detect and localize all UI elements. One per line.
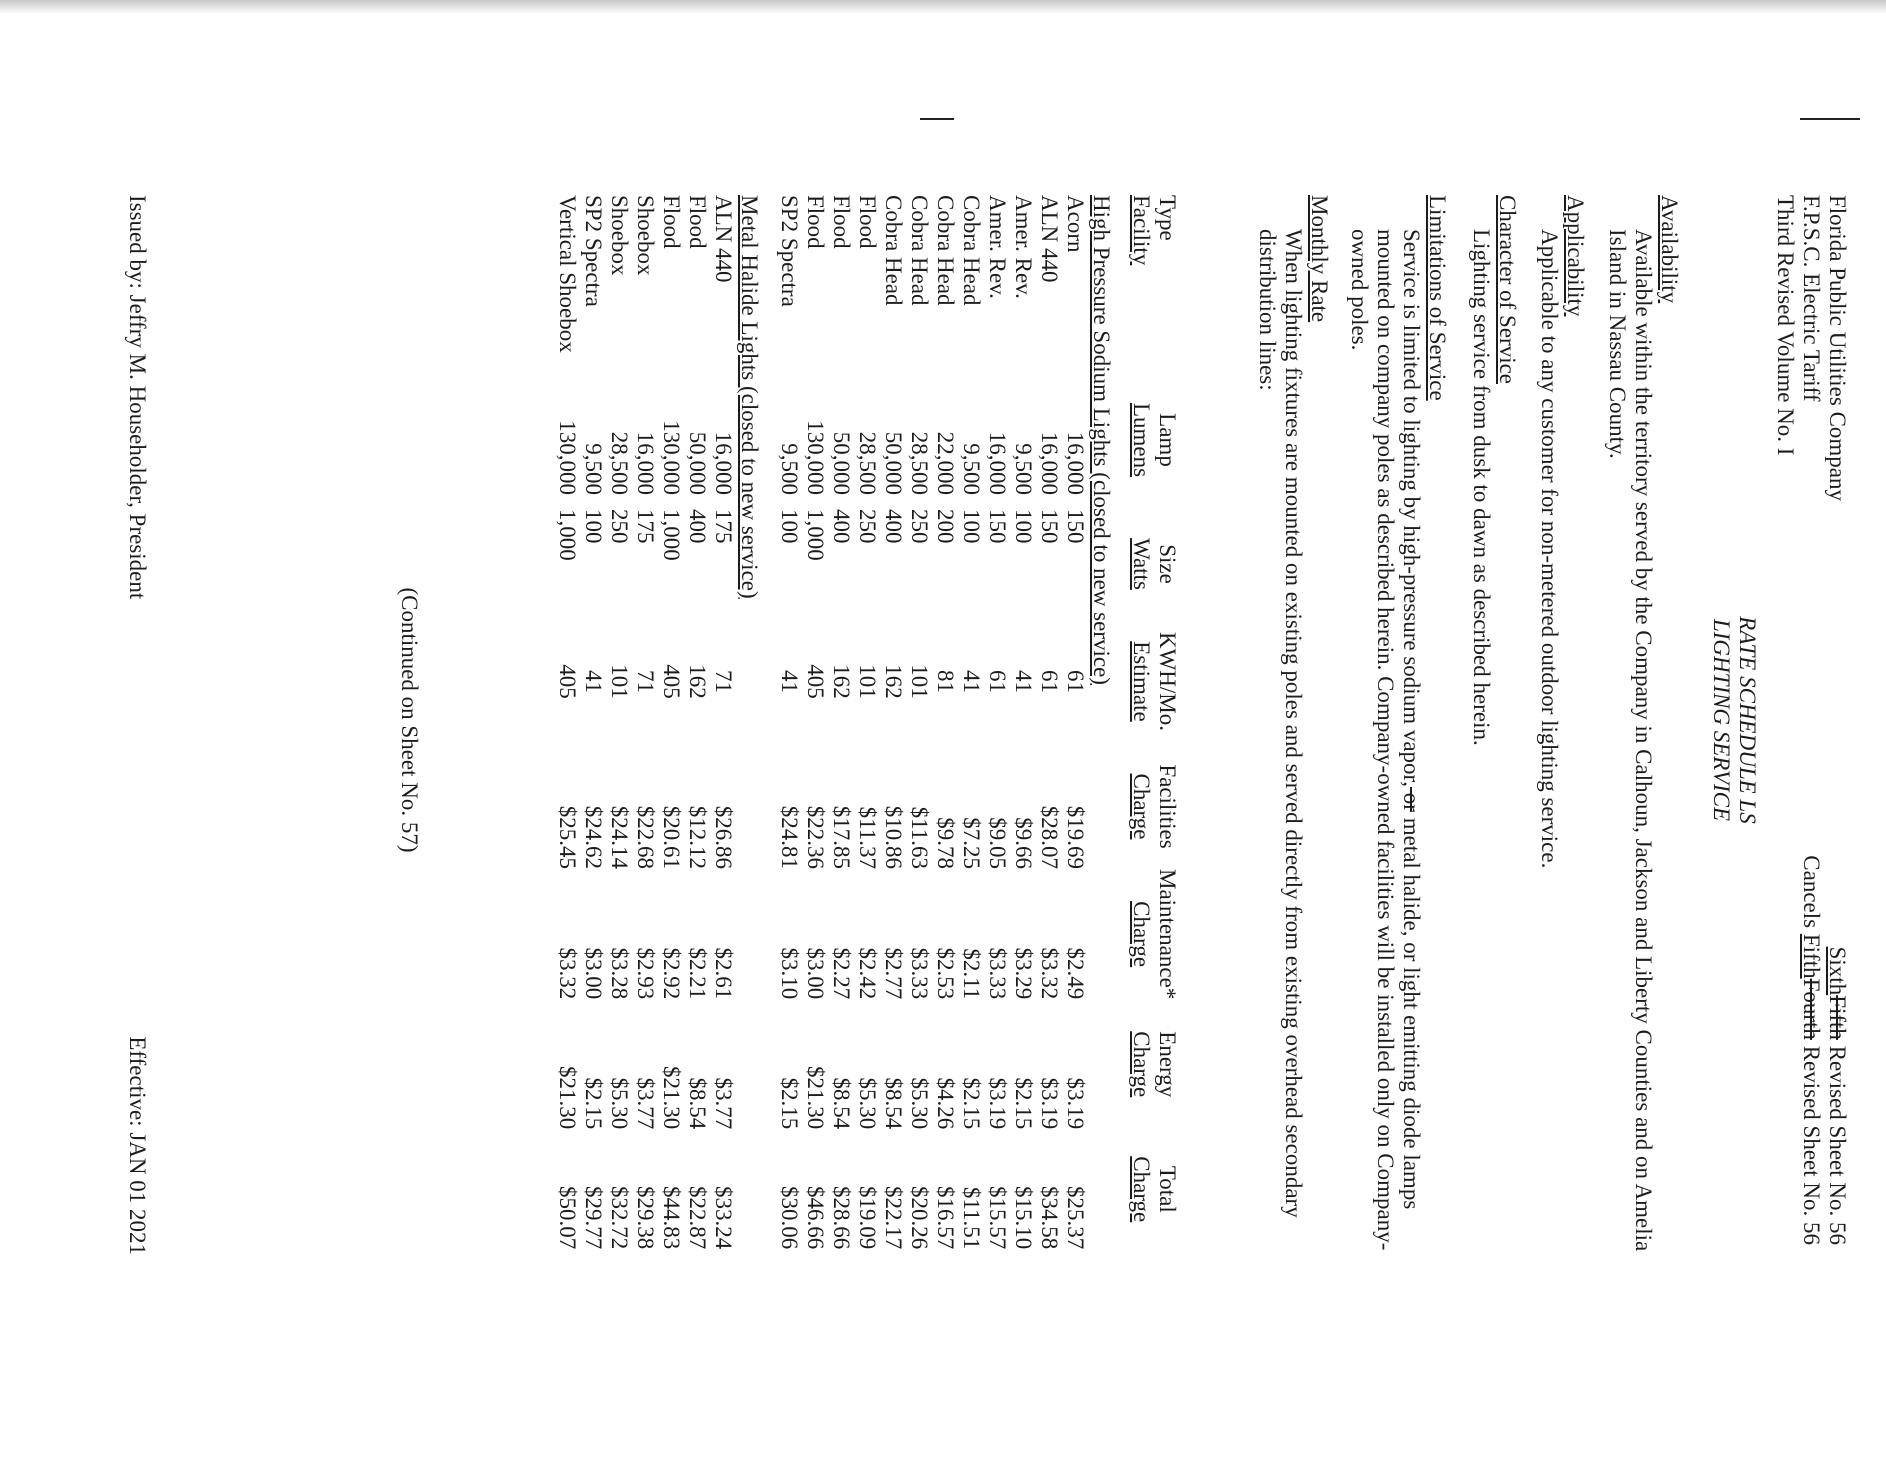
- table-row: [684, 195, 710, 1249]
- empty-cell: [1088, 869, 1128, 999]
- table-cell: $11.37: [855, 806, 880, 869]
- table-cell: $2.53: [933, 947, 958, 1000]
- limitations-text-b: metal halide, or light emitting diode lamps mounted on company poles as described herein. Company-owned facilities will be installed only on Company-owned poles.: [1347, 229, 1424, 1251]
- table-cell: $2.61: [711, 947, 736, 1000]
- table-cell: 1,000: [555, 509, 580, 561]
- table-cell: 41: [777, 670, 802, 693]
- table-cell: 175: [633, 509, 658, 544]
- table-row: [932, 195, 958, 1249]
- col-header: Type: [1155, 195, 1180, 241]
- table-cell: 1,000: [803, 509, 828, 561]
- table-row: [776, 195, 802, 1249]
- empty-cell: [736, 999, 776, 1129]
- table-cell: $3.19: [985, 1077, 1010, 1130]
- table-cell: Acorn: [1063, 195, 1088, 253]
- empty-cell: [736, 1129, 776, 1249]
- table-cell: 250: [607, 509, 632, 544]
- table-cell: $3.32: [1037, 947, 1062, 1000]
- table-cell: $3.33: [907, 947, 932, 1000]
- table-cell: SP2 Spectra: [581, 195, 606, 307]
- table-cell: 100: [777, 509, 802, 544]
- table-cell: $20.26: [907, 1186, 932, 1250]
- table-row: [802, 195, 828, 1249]
- table-cell: $29.38: [633, 1186, 658, 1250]
- title-line1: RATE SCHEDULE LS: [1735, 616, 1760, 824]
- table-cell: 22,000: [933, 431, 958, 495]
- table-cell: $3.32: [555, 947, 580, 1000]
- table-cell: $3.33: [985, 947, 1010, 1000]
- table-cell: $2.77: [881, 947, 906, 1000]
- table-cell: $4.26: [933, 1077, 958, 1130]
- table-cell: $9.78: [933, 817, 958, 869]
- table-cell: $20.61: [659, 805, 684, 869]
- table-cell: $11.51: [959, 1186, 984, 1250]
- availability-heading: Availability: [1657, 195, 1682, 304]
- table-cell: 150: [1037, 509, 1062, 544]
- table-cell: Cobra Head: [933, 195, 958, 306]
- table-cell: $30.06: [777, 1186, 802, 1250]
- table-cell: $9.66: [1011, 817, 1036, 869]
- tariff-sheet: [110, 195, 1850, 1375]
- company-name: Florida Public Utilities Company: [1825, 195, 1850, 502]
- tariff-name: F.P.S.C. Electric Tariff: [1799, 195, 1824, 402]
- character-heading: Character of Service: [1495, 195, 1520, 385]
- table-cell: 101: [855, 664, 880, 699]
- table-cell: $22.87: [685, 1186, 710, 1250]
- col-header: Lumens: [1129, 402, 1154, 478]
- table-cell: $28.66: [829, 1186, 854, 1250]
- sheet-struck: Fifth: [1825, 995, 1850, 1040]
- table-cell: 130,000: [555, 420, 580, 495]
- effective-date: Effective: JAN 01 2021: [125, 1036, 150, 1255]
- header-left: [1772, 195, 1850, 501]
- cancels-sheet: [1798, 855, 1824, 1245]
- header-right: [1798, 855, 1850, 1245]
- column-header-row-2: [1128, 195, 1154, 1249]
- table-cell: $3.10: [777, 947, 802, 1000]
- table-cell: 61: [1063, 670, 1088, 693]
- table-cell: Shoebox: [607, 195, 632, 276]
- empty-cell: [736, 869, 776, 999]
- table-cell: $33.24: [711, 1186, 736, 1250]
- table-cell: $5.30: [907, 1077, 932, 1130]
- table-row: [632, 195, 658, 1249]
- table-cell: $2.92: [659, 947, 684, 1000]
- table-cell: 50,000: [829, 431, 854, 495]
- table-cell: Flood: [659, 195, 684, 249]
- table-cell: $24.62: [581, 805, 606, 869]
- col-header: Lamp: [1155, 413, 1180, 467]
- monthly-rate-section: [1254, 195, 1332, 1275]
- applicability-text: Applicable to any customer for non-metered outdoor lighting service.: [1537, 229, 1562, 869]
- table-cell: 130,000: [803, 420, 828, 495]
- cancels-suffix: Revised Sheet No. 56: [1799, 1039, 1824, 1245]
- table-cell: 162: [685, 664, 710, 699]
- table-cell: $3.77: [711, 1077, 736, 1130]
- table-cell: 50,000: [685, 431, 710, 495]
- table-cell: 200: [933, 509, 958, 544]
- table-cell: 150: [985, 509, 1010, 544]
- table-cell: $3.00: [803, 947, 828, 1000]
- table-cell: Flood: [829, 195, 854, 249]
- col-header: Energy: [1155, 1031, 1180, 1098]
- table-cell: $25.45: [555, 805, 580, 869]
- table-cell: 400: [829, 509, 854, 544]
- table-cell: $2.49: [1063, 947, 1088, 1000]
- group-heading-row: [736, 195, 776, 1249]
- table-cell: $25.37: [1063, 1186, 1088, 1250]
- table-cell: 175: [711, 509, 736, 544]
- table-row: [580, 195, 606, 1249]
- table-cell: $2.15: [1011, 1077, 1036, 1130]
- table-cell: $2.42: [855, 947, 880, 1000]
- table-cell: $2.15: [777, 1077, 802, 1130]
- table-row: [880, 195, 906, 1249]
- table-row: [1036, 195, 1062, 1249]
- table-cell: 405: [659, 664, 684, 699]
- table-row: [1010, 195, 1036, 1249]
- table-cell: Vertical Shoebox: [555, 195, 580, 353]
- table-cell: $2.27: [829, 947, 854, 1000]
- table-cell: $16.57: [933, 1186, 958, 1250]
- limitations-struck: or: [1399, 787, 1424, 812]
- table-cell: Flood: [855, 195, 880, 249]
- table-cell: $8.54: [829, 1077, 854, 1130]
- table-cell: $50.07: [555, 1186, 580, 1250]
- table-cell: $17.85: [829, 805, 854, 869]
- table-cell: 9,500: [777, 443, 802, 495]
- column-header-row-1: [1154, 195, 1180, 1249]
- table-cell: $15.57: [985, 1186, 1010, 1250]
- cancels-new: Fifth: [1799, 933, 1824, 979]
- table-cell: 9,500: [959, 443, 984, 495]
- table-row: [828, 195, 854, 1249]
- table-cell: $3.77: [633, 1077, 658, 1130]
- table-cell: 16,000: [985, 431, 1010, 495]
- table-cell: $3.28: [607, 947, 632, 1000]
- character-section: [1468, 195, 1520, 1275]
- margin-mark: [1800, 118, 1860, 120]
- table-cell: 250: [855, 509, 880, 544]
- table-row: [658, 195, 684, 1249]
- table-cell: 41: [1011, 670, 1036, 693]
- col-header: Maintenance*: [1155, 869, 1180, 1000]
- table-cell: 81: [933, 670, 958, 693]
- table-cell: Shoebox: [633, 195, 658, 276]
- table-cell: ALN 440: [1037, 195, 1062, 283]
- table-cell: $12.12: [685, 805, 710, 869]
- table-row: [710, 195, 736, 1249]
- table-cell: $5.30: [607, 1077, 632, 1130]
- cancels-struck: Fourth: [1799, 978, 1824, 1040]
- col-header: Charge: [1129, 1156, 1154, 1223]
- table-cell: $10.86: [881, 805, 906, 869]
- table-cell: Cobra Head: [959, 195, 984, 306]
- table-cell: 28,500: [907, 431, 932, 495]
- table-cell: SP2 Spectra: [777, 195, 802, 307]
- col-header: Total: [1155, 1165, 1180, 1213]
- table-cell: $2.21: [685, 947, 710, 1000]
- table-cell: $26.86: [711, 805, 736, 869]
- table-cell: $2.15: [581, 1077, 606, 1130]
- table-cell: $22.68: [633, 805, 658, 869]
- table-row: [1062, 195, 1088, 1249]
- table-cell: $9.05: [985, 817, 1010, 869]
- table-row: [958, 195, 984, 1249]
- table-row: [984, 195, 1010, 1249]
- table-cell: $21.30: [555, 1066, 580, 1130]
- table-cell: 400: [881, 509, 906, 544]
- availability-text: Available within the territory served by the Company in Calhoun, Jackson and Liberty Counties and on Amelia Island in Nassau County.: [1605, 229, 1656, 1252]
- applicability-heading: Applicability: [1563, 195, 1588, 317]
- table-cell: 100: [959, 509, 984, 544]
- group-title: Metal Halide Lights (closed to new service): [737, 195, 762, 599]
- scan-shadow: [0, 0, 1886, 14]
- sheet-suffix: Revised Sheet No. 56: [1825, 1039, 1850, 1245]
- table-row: [606, 195, 632, 1249]
- table-cell: $3.29: [1011, 947, 1036, 1000]
- table-cell: Amer. Rev.: [1011, 195, 1036, 299]
- col-header: Facility: [1129, 195, 1154, 266]
- col-header: Estimate: [1129, 641, 1154, 722]
- limitations-text-a: Service is limited to lighting by high-pressure sodium vapor,: [1399, 229, 1424, 788]
- group-title: High Pressure Sodium Lights (closed to new service): [1089, 195, 1114, 685]
- table-cell: 1,000: [659, 509, 684, 561]
- limitations-section: [1346, 195, 1450, 1275]
- table-row: [854, 195, 880, 1249]
- rate-table-body: [554, 195, 1180, 1249]
- table-cell: $22.36: [803, 805, 828, 869]
- table-cell: $2.93: [633, 947, 658, 1000]
- table-cell: 250: [907, 509, 932, 544]
- col-header: Charge: [1129, 901, 1154, 968]
- table-cell: $19.69: [1063, 805, 1088, 869]
- table-cell: 100: [581, 509, 606, 544]
- col-header: Charge: [1129, 773, 1154, 840]
- table-cell: 41: [581, 670, 606, 693]
- table-cell: $8.54: [881, 1077, 906, 1130]
- sheet-new: Sixth: [1825, 946, 1850, 996]
- table-cell: 9,500: [1011, 443, 1036, 495]
- table-cell: Flood: [803, 195, 828, 249]
- monthly-rate-heading: Monthly Rate: [1307, 195, 1332, 323]
- table-cell: 9,500: [581, 443, 606, 495]
- table-cell: 16,000: [711, 431, 736, 495]
- limitations-text: [1346, 195, 1424, 1275]
- sheet-number: [1824, 855, 1850, 1245]
- table-cell: $21.30: [803, 1066, 828, 1130]
- table-cell: 405: [803, 664, 828, 699]
- table-cell: ALN 440: [711, 195, 736, 283]
- limitations-heading: Limitations of Service: [1425, 195, 1450, 401]
- table-cell: 41: [959, 670, 984, 693]
- table-cell: $34.58: [1037, 1186, 1062, 1250]
- schedule-title: [1708, 195, 1760, 1245]
- table-cell: $15.10: [1011, 1186, 1036, 1250]
- table-cell: 16,000: [633, 431, 658, 495]
- table-cell: Flood: [685, 195, 710, 249]
- col-header: Facilities: [1155, 764, 1180, 849]
- table-cell: $46.66: [803, 1186, 828, 1250]
- title-line2: LIGHTING SERVICE: [1709, 618, 1734, 822]
- col-header: Size: [1155, 544, 1180, 584]
- table-cell: Cobra Head: [907, 195, 932, 306]
- group-heading-row: [1088, 195, 1128, 1249]
- table-cell: 405: [555, 664, 580, 699]
- table-cell: $2.15: [959, 1077, 984, 1130]
- table-cell: $5.30: [855, 1077, 880, 1130]
- table-cell: Cobra Head: [881, 195, 906, 306]
- table-cell: $2.11: [959, 948, 984, 1000]
- table-cell: $24.81: [777, 805, 802, 869]
- col-header: Charge: [1129, 1031, 1154, 1098]
- table-cell: $3.19: [1037, 1077, 1062, 1130]
- empty-cell: [1088, 999, 1128, 1129]
- table-cell: 28,500: [607, 431, 632, 495]
- table-cell: 101: [907, 664, 932, 699]
- table-cell: 150: [1063, 509, 1088, 544]
- table-cell: $24.14: [607, 805, 632, 869]
- issued-by: Issued by: Jeffry M. Householder, President: [125, 195, 150, 600]
- table-cell: $19.09: [855, 1186, 880, 1250]
- margin-mark: [920, 118, 954, 120]
- empty-cell: [736, 744, 776, 869]
- table-cell: $11.63: [907, 806, 932, 869]
- rate-table: [554, 195, 1180, 1249]
- table-cell: $28.07: [1037, 805, 1062, 869]
- table-cell: $8.54: [685, 1077, 710, 1130]
- table-row: [554, 195, 580, 1249]
- applicability-section: [1536, 195, 1588, 1275]
- table-cell: $3.00: [581, 947, 606, 1000]
- empty-cell: [1088, 1129, 1128, 1249]
- table-cell: 50,000: [881, 431, 906, 495]
- table-cell: 16,000: [1063, 431, 1088, 495]
- availability-section: [1604, 195, 1682, 1275]
- table-cell: 162: [829, 664, 854, 699]
- table-cell: 162: [881, 664, 906, 699]
- table-cell: $29.77: [581, 1186, 606, 1250]
- col-header: Watts: [1129, 538, 1154, 590]
- cancels-prefix: Cancels: [1799, 855, 1824, 934]
- table-cell: $21.30: [659, 1066, 684, 1130]
- table-cell: Amer. Rev.: [985, 195, 1010, 299]
- continued-note: (Continued on Sheet No. 57): [397, 587, 422, 853]
- character-text: Lighting service from dusk to dawn as described herein.: [1469, 229, 1494, 746]
- table-cell: 16,000: [1037, 431, 1062, 495]
- table-cell: $32.72: [607, 1186, 632, 1250]
- table-cell: 100: [1011, 509, 1036, 544]
- table-cell: $3.19: [1063, 1077, 1088, 1130]
- table-cell: 28,500: [855, 431, 880, 495]
- table-cell: $44.83: [659, 1186, 684, 1250]
- table-cell: $7.25: [959, 817, 984, 869]
- table-cell: $22.17: [881, 1186, 906, 1250]
- empty-cell: [1088, 744, 1128, 869]
- table-cell: 71: [711, 670, 736, 693]
- table-cell: 61: [985, 670, 1010, 693]
- table-cell: 71: [633, 670, 658, 693]
- table-cell: 400: [685, 509, 710, 544]
- table-cell: 130,000: [659, 420, 684, 495]
- table-row: [906, 195, 932, 1249]
- table-cell: 101: [607, 664, 632, 699]
- volume-name: Third Revised Volume No. I: [1773, 195, 1798, 456]
- monthly-rate-text: When lighting fixtures are mounted on existing poles and served directly from existing overhead secondary distribution lines:: [1255, 229, 1306, 1218]
- table-cell: 61: [1037, 670, 1062, 693]
- col-header: KWH/Mo.: [1155, 631, 1180, 732]
